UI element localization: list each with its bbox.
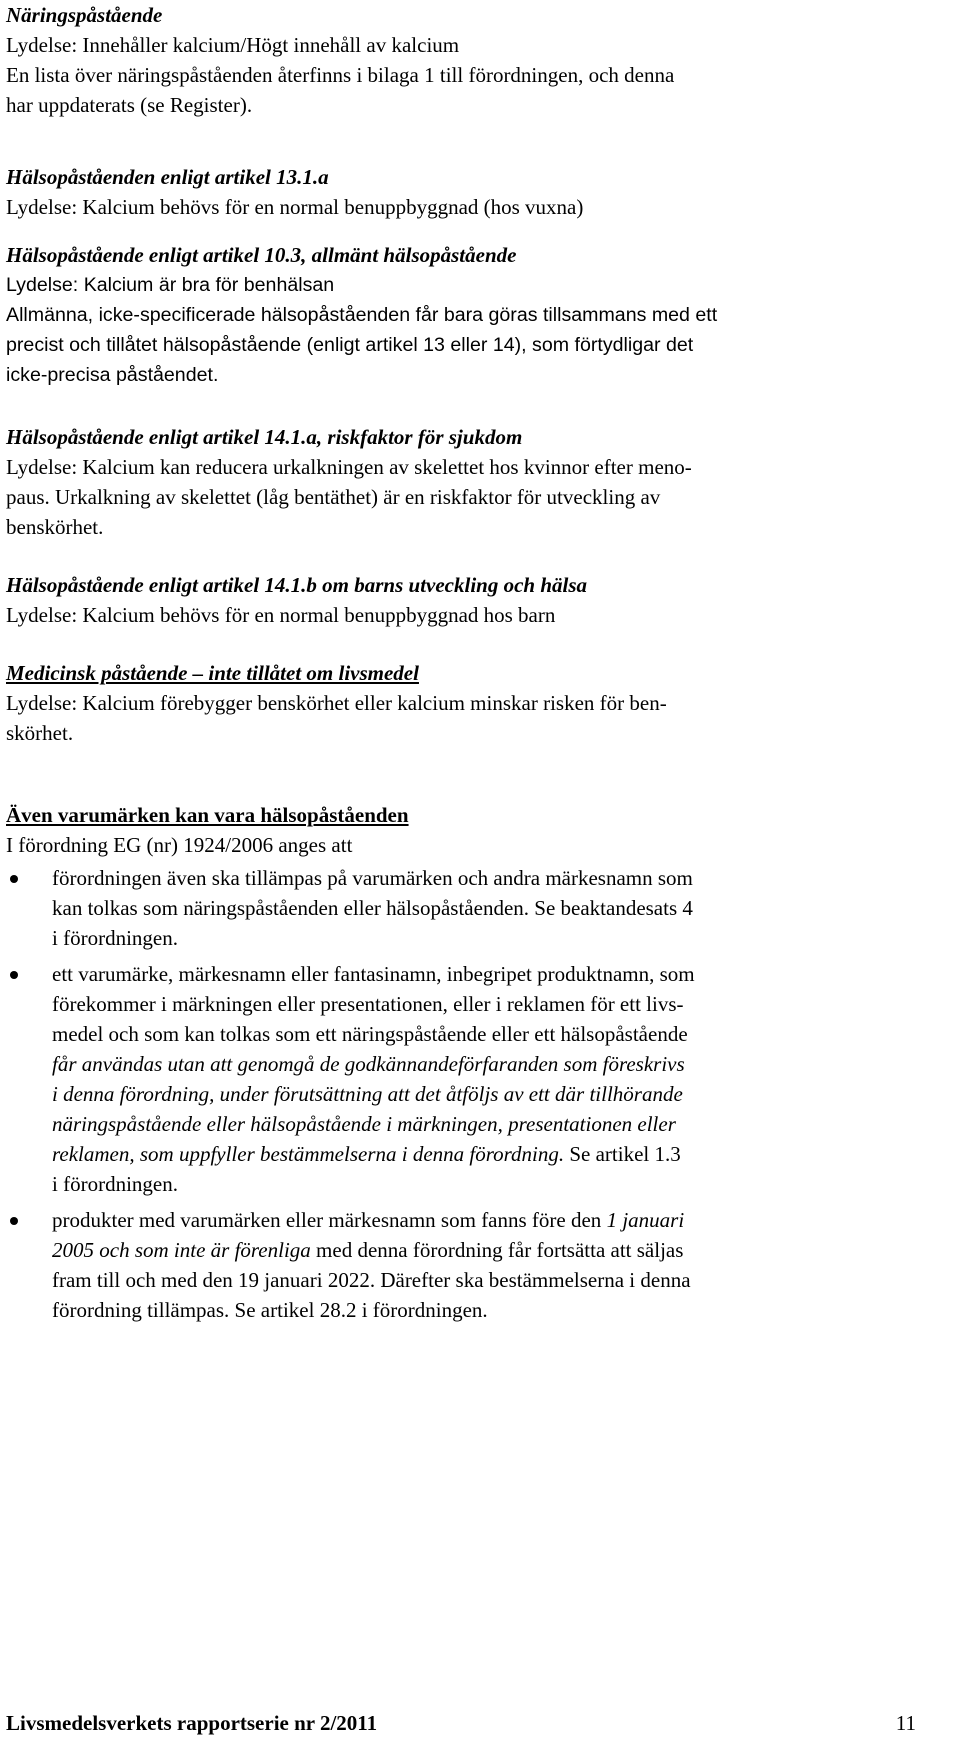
paragraph-line: Lydelse: Kalcium kan reducera urkalkningen av skelettet hos kvinnor efter meno- [6,455,692,479]
bullet-line: kan tolkas som näringspåståenden eller hälsopåståenden. Se beaktandesats 4 [52,896,693,920]
section-heading: Även varumärken kan vara hälsopåståenden [6,803,409,827]
section-artikel-10-3 [6,240,926,390]
bullet-line [52,1139,926,1169]
italic-span: 1 januari [606,1208,685,1232]
bullet-line: i förordningen. [52,926,178,950]
paragraph-line: precist och tillåtet hälsopåstående (enligt artikel 13 eller 14), som förtydligar det [6,334,694,356]
section-medicinsk-pastaende [6,658,926,748]
bullet-line: förekommer i märkningen eller presentationen, eller i reklamen för ett livs- [52,992,684,1016]
section-heading: Hälsopåstående enligt artikel 10.3, allmänt hälsopåstående [6,243,517,267]
paragraph-line: Lydelse: Kalcium är bra för benhälsan [6,274,335,296]
bullet-line: ett varumärke, märkesnamn eller fantasinamn, inbegripet produktnamn, som [52,962,695,986]
paragraph-line: benskörhet. [6,515,104,539]
page-footer [6,1708,916,1738]
paragraph-line: Lydelse: Kalcium behövs för en normal benuppbyggnad hos barn [6,603,556,627]
bullet-line: får användas utan att genomgå de godkännandeförfaranden som föreskrivs [52,1052,685,1076]
section-heading: Hälsopåstående enligt artikel 14.1.a, riskfaktor för sjukdom [6,425,523,449]
paragraph-line: paus. Urkalkning av skelettet (låg bentäthet) är en riskfaktor för utveckling av [6,485,661,509]
page-number: 11 [895,1711,916,1735]
bullet-icon [10,1217,18,1225]
italic-span: 2005 och som inte är förenliga [52,1238,311,1262]
paragraph-line: har uppdaterats (se Register). [6,93,253,117]
section-naringspastaende [6,0,926,120]
section-varumarken [6,800,926,1325]
text-span: Se artikel 1.3 [564,1142,681,1166]
bullet-line: medel och som kan tolkas som ett näringspåstående eller ett hälsopåstående [52,1022,688,1046]
bullet-line: förordning tillämpas. Se artikel 28.2 i förordningen. [52,1298,488,1322]
italic-span: reklamen, som uppfyller bestämmelserna i denna förordning. [52,1142,565,1166]
bullet-icon [10,875,18,883]
bullet-line [52,1205,926,1235]
section-heading: Hälsopåstående enligt artikel 14.1.b om barns utveckling och hälsa [6,573,588,597]
bullet-line: näringspåstående eller hälsopåstående i märkningen, presentationen eller [52,1112,676,1136]
section-heading: Näringspåstående [6,3,163,27]
section-artikel-14-1-a [6,422,926,542]
paragraph-line: En lista över näringspåståenden återfinns i bilaga 1 till förordningen, och denna [6,63,675,87]
text-span: med denna förordning får fortsätta att säljas [310,1238,684,1262]
paragraph-line: icke-precisa påståendet. [6,364,219,386]
text-span: produkter med varumärken eller märkesnamn som fanns före den [52,1208,607,1232]
bullet-item [6,1205,926,1325]
bullet-line: i denna förordning, under förutsättning att det åtföljs av ett där tillhörande [52,1082,683,1106]
paragraph-line: Lydelse: Innehåller kalcium/Högt innehåll av kalcium [6,33,460,57]
section-artikel-13-1-a [6,162,926,222]
section-artikel-14-1-b [6,570,926,630]
bullet-item [6,959,926,1199]
bullet-item [6,863,926,953]
bullet-line: förordningen även ska tillämpas på varumärken och andra märkesnamn som [52,866,693,890]
paragraph-line: Allmänna, icke-specificerade hälsopåståenden får bara göras tillsammans med ett [6,304,718,326]
section-heading: Hälsopåståenden enligt artikel 13.1.a [6,165,329,189]
footer-title: Livsmedelsverkets rapportserie nr 2/2011 [6,1711,378,1735]
paragraph-line: I förordning EG (nr) 1924/2006 anges att [6,833,353,857]
paragraph-line: Lydelse: Kalcium förebygger benskörhet eller kalcium minskar risken för ben- [6,691,667,715]
bullet-line: i förordningen. [52,1172,178,1196]
paragraph-line: Lydelse: Kalcium behövs för en normal benuppbyggnad (hos vuxna) [6,195,584,219]
paragraph-line: skörhet. [6,721,74,745]
bullet-line [52,1235,926,1265]
section-heading: Medicinsk påstående – inte tillåtet om livsmedel [6,661,419,685]
bullet-line: fram till och med den 19 januari 2022. Därefter ska bestämmelserna i denna [52,1268,691,1292]
bullet-icon [10,971,18,979]
